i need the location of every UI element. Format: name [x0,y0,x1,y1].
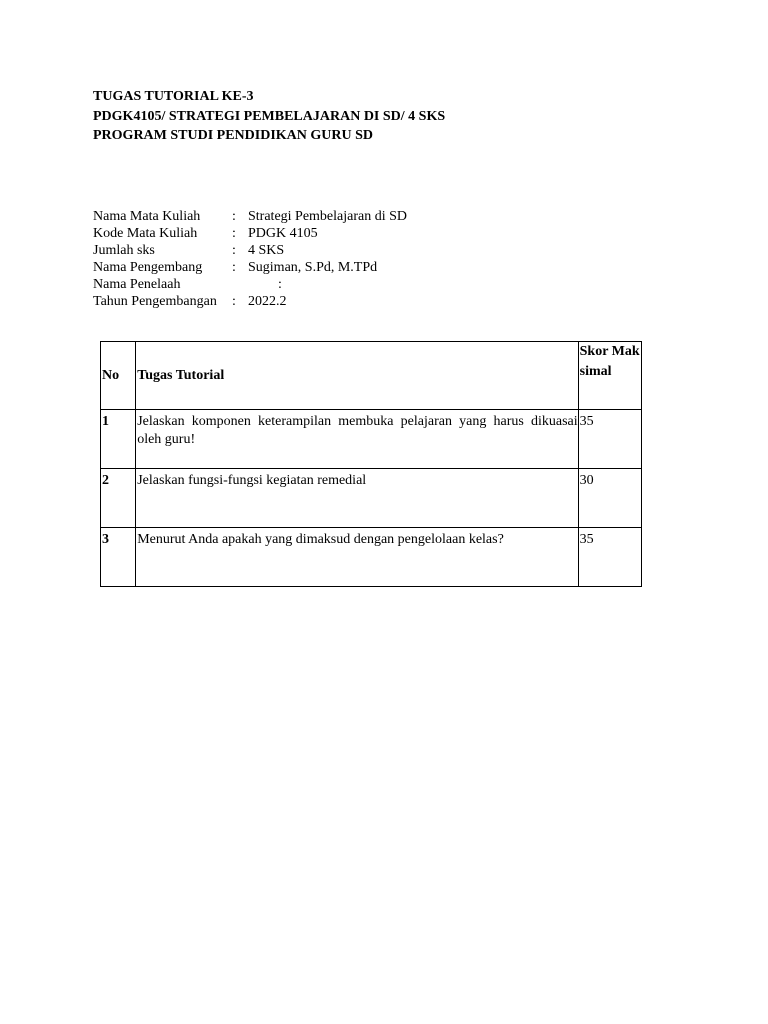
row-task: Jelaskan fungsi-fungsi kegiatan remedial [136,469,578,528]
info-colon: : [232,294,236,309]
info-label: Nama Pengembang [93,260,203,275]
header-task: Tugas Tutorial [136,342,578,410]
info-label: Jumlah sks [93,243,155,258]
row-score: 30 [578,469,641,528]
row-score: 35 [578,410,641,469]
info-value: PDGK 4105 [248,226,318,241]
row-no: 3 [101,528,136,587]
info-colon: : [278,277,282,292]
heading-line-1: TUGAS TUTORIAL KE-3 [93,89,254,104]
row-task: Menurut Anda apakah yang dimaksud dengan pengelolaan kelas? [136,528,578,587]
info-value: Strategi Pembelajaran di SD [248,209,408,224]
info-label: Nama Penelaah [93,277,181,292]
info-label: Kode Mata Kuliah [93,226,198,241]
info-label: Nama Mata Kuliah [93,209,201,224]
info-colon: : [232,260,236,275]
info-value: 4 SKS [248,243,285,258]
info-label: Tahun Pengembangan [93,294,217,309]
info-value: 2022.2 [248,294,287,309]
tutorial-task-table [100,341,642,587]
row-no: 1 [101,410,136,469]
heading-line-3: PROGRAM STUDI PENDIDIKAN GURU SD [93,128,374,143]
row-task: Jelaskan komponen keterampilan membuka pelajaran yang harus dikuasai oleh guru! [136,410,578,469]
info-colon: : [232,243,236,258]
row-no: 2 [101,469,136,528]
header-score: Skor Maksimal [578,342,641,410]
document-heading [93,87,445,146]
info-colon: : [232,226,236,241]
table-header-row [101,342,642,410]
info-colon: : [232,209,236,224]
header-no: No [101,342,136,410]
table-row [101,410,642,469]
table-row [101,469,642,528]
info-value: Sugiman, S.Pd, M.TPd [248,260,378,275]
table-row [101,528,642,587]
row-score: 35 [578,528,641,587]
heading-line-2: PDGK4105/ STRATEGI PEMBELAJARAN DI SD/ 4 SKS [93,108,446,124]
